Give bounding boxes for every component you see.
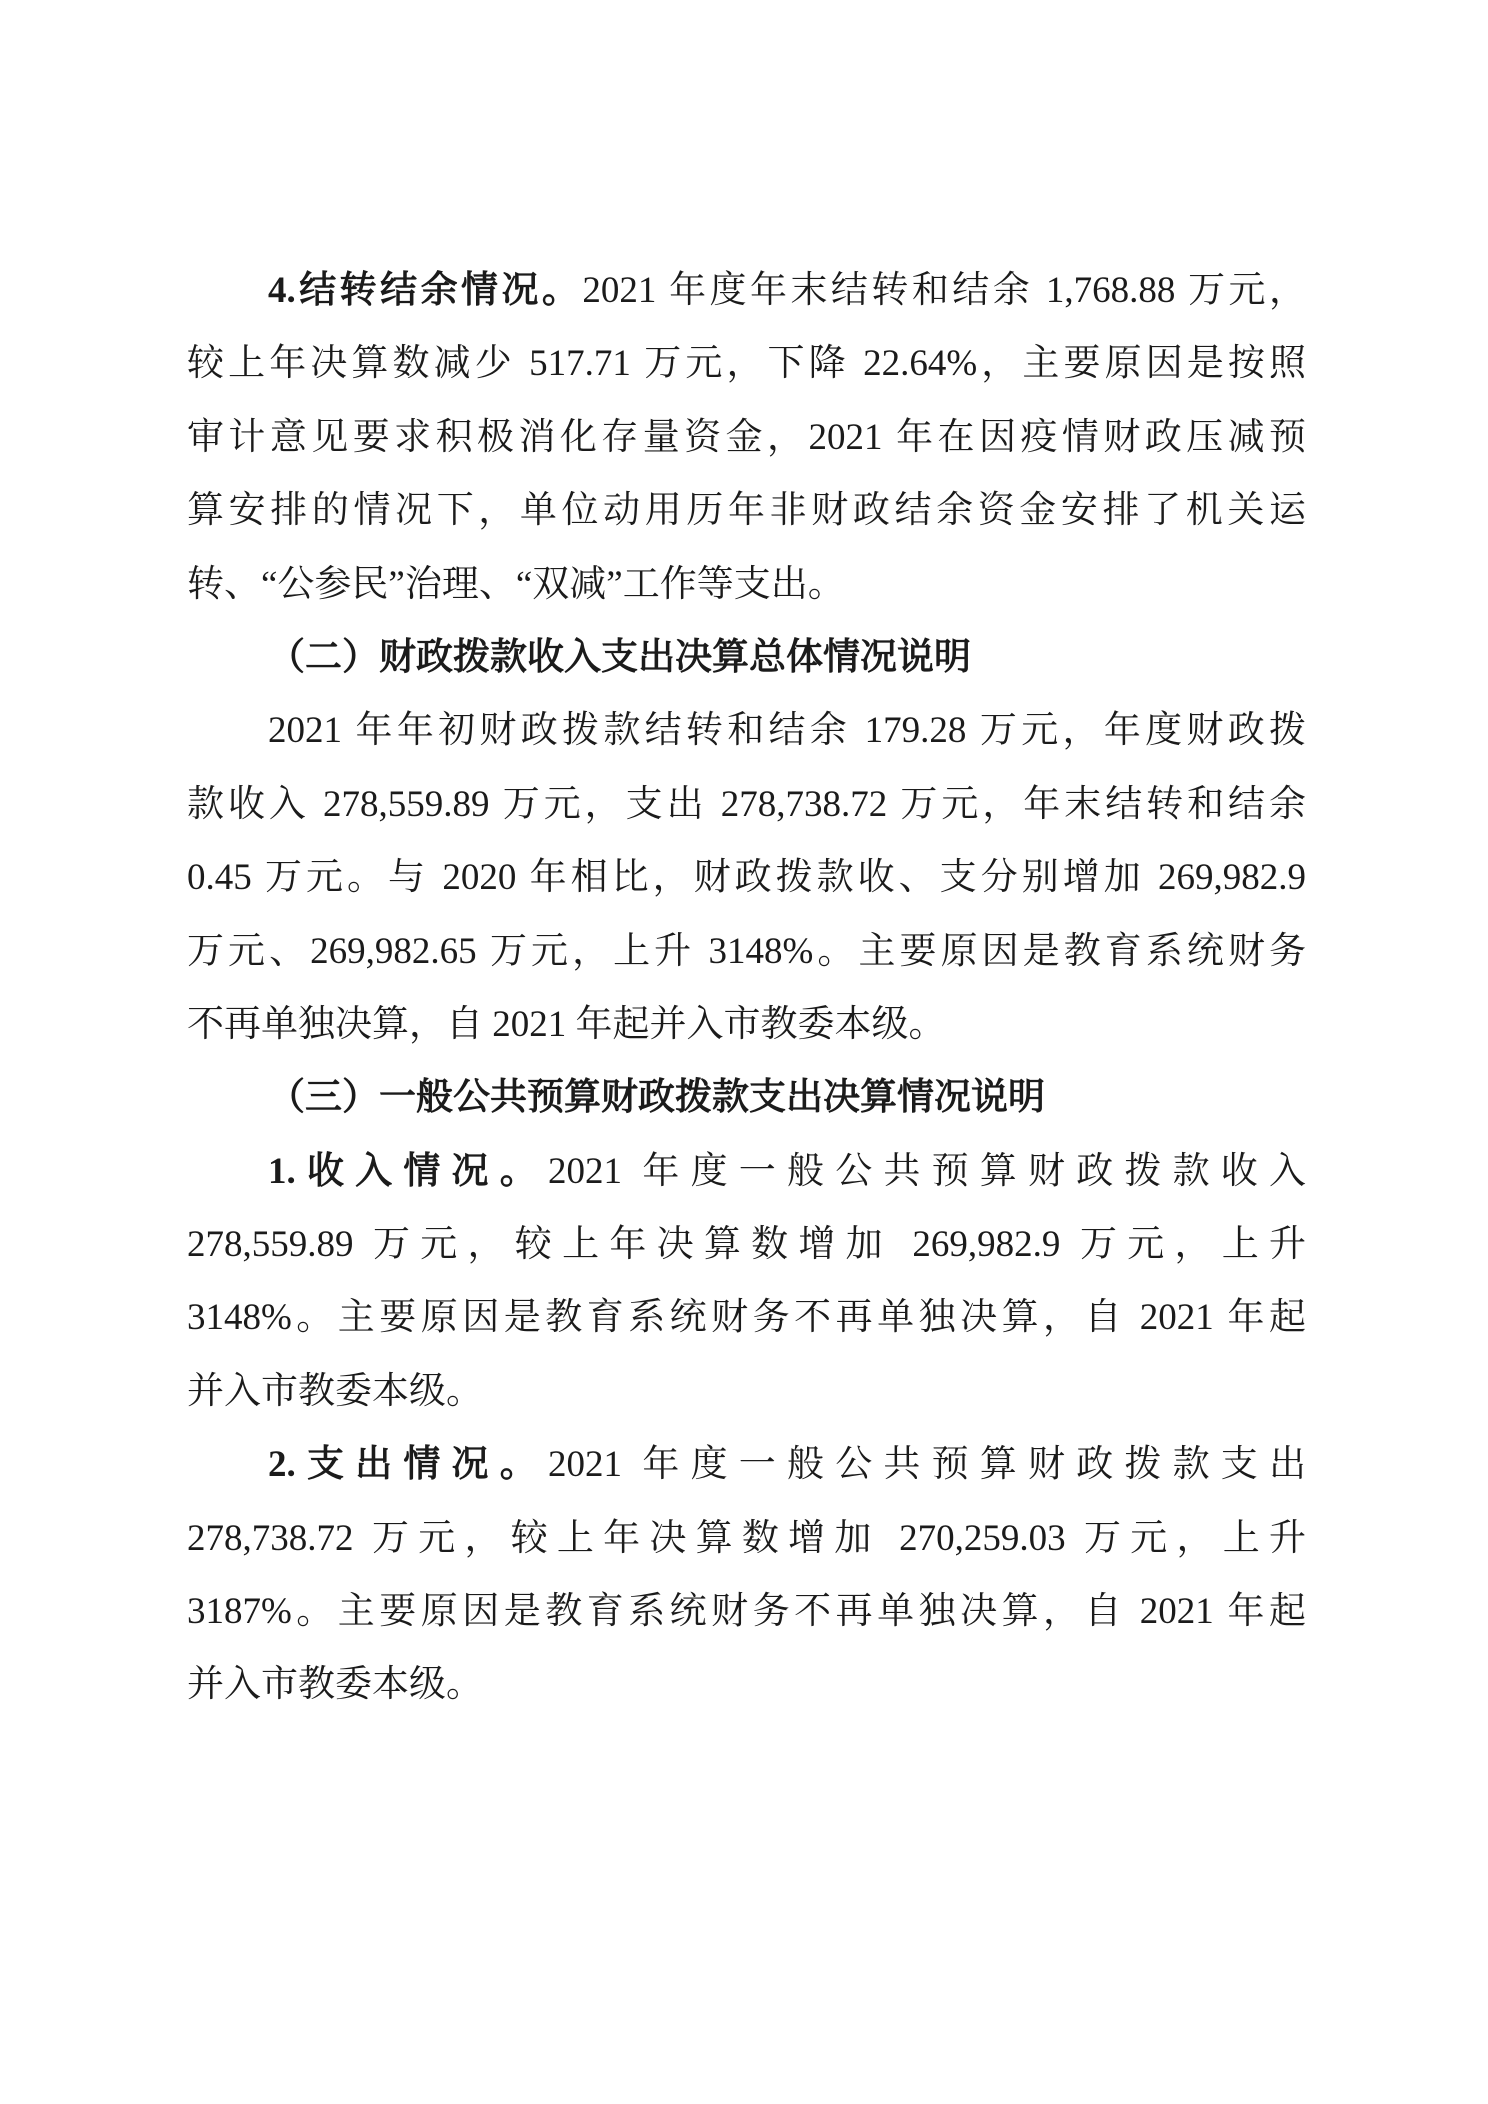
carryover-paragraph [187, 254, 1306, 621]
carryover-line: 审计意见要求积极消化存量资金，2021 年在因疫情财政压减预 [187, 416, 1306, 458]
carryover-lead: 4.结转结余情况。 [268, 270, 583, 311]
income-line-text: 2021 年度一般公共预算财政拨款收入 [547, 1150, 1306, 1192]
expense-lead: 2.支出情况。 [268, 1444, 548, 1486]
section-heading-general-budget: （三）一般公共预算财政拨款支出决算情况说明 [268, 1077, 1045, 1119]
fiscal-overview-line: 款收入 278,559.89 万元，支出 278,738.72 万元，年末结转和结余 [187, 783, 1306, 825]
fiscal-overview-paragraph [187, 694, 1306, 1061]
expense-line: 3187%。主要原因是教育系统财务不再单独决算，自 2021 年起 [187, 1591, 1306, 1633]
fiscal-overview-line: 0.45 万元。与 2020 年相比，财政拨款收、支分别增加 269,982.9 [187, 857, 1306, 899]
income-line: 278,559.89 万元，较上年决算数增加 269,982.9 万元，上升 [187, 1224, 1306, 1266]
income-line: 3148%。主要原因是教育系统财务不再单独决算，自 2021 年起 [187, 1297, 1306, 1339]
carryover-line: 算安排的情况下，单位动用历年非财政结余资金安排了机关运 [187, 490, 1306, 532]
expense-paragraph [187, 1428, 1306, 1722]
fiscal-overview-line: 不再单独决算，自 2021 年起并入市教委本级。 [187, 1003, 946, 1045]
carryover-line-text: 2021 年度年末结转和结余 1,768.88 万元， [582, 270, 1306, 311]
carryover-line: 转、“公参民”治理、“双减”工作等支出。 [187, 563, 845, 605]
expense-line-text: 2021 年度一般公共预算财政拨款支出 [547, 1444, 1306, 1486]
income-lead: 1.收入情况。 [268, 1150, 548, 1192]
document-body [187, 254, 1306, 1722]
fiscal-overview-line: 2021 年年初财政拨款结转和结余 179.28 万元，年度财政拨 [268, 710, 1306, 752]
expense-line: 并入市教委本级。 [187, 1664, 483, 1706]
carryover-line: 较上年决算数减少 517.71 万元，下降 22.64%，主要原因是按照 [187, 343, 1306, 385]
income-line: 并入市教委本级。 [187, 1370, 483, 1412]
section-heading-fiscal-overview: （二）财政拨款收入支出决算总体情况说明 [268, 636, 971, 678]
expense-line: 278,738.72 万元，较上年决算数增加 270,259.03 万元，上升 [187, 1517, 1306, 1559]
income-paragraph [187, 1135, 1306, 1429]
carryover-line [187, 254, 1306, 327]
fiscal-overview-line: 万元、269,982.65 万元，上升 3148%。主要原因是教育系统财务 [187, 930, 1306, 972]
income-line [187, 1135, 1306, 1208]
expense-line [187, 1428, 1306, 1501]
